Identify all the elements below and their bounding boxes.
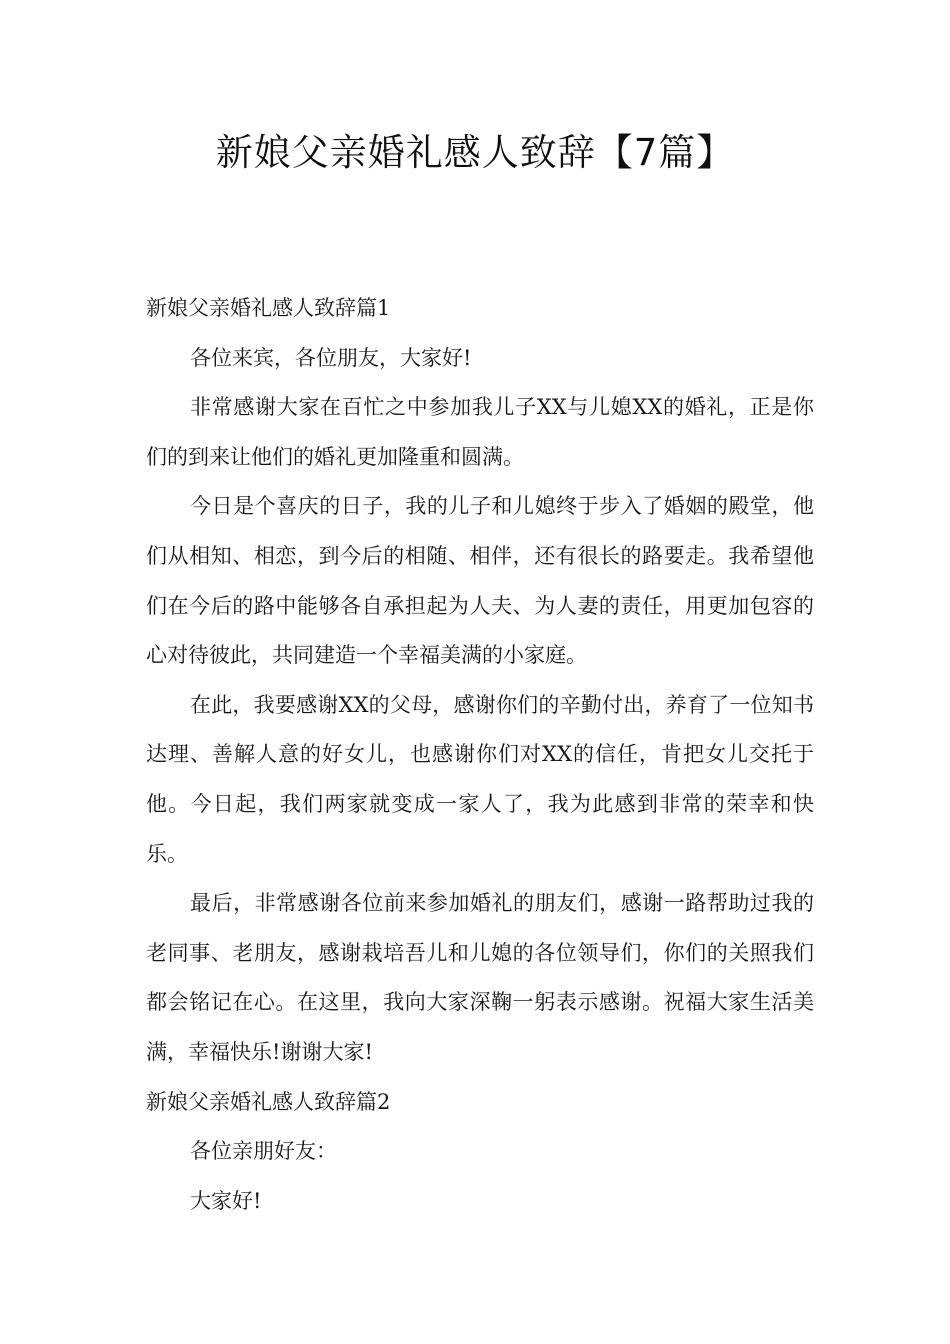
section-2 bbox=[146, 1078, 814, 1227]
paragraph: 非常感谢大家在百忙之中参加我儿子XX与儿媳XX的婚礼，正是你们的到来让他们的婚礼更加隆重和圆满。 bbox=[146, 395, 814, 469]
paragraph: 在此，我要感谢XX的父母，感谢你们的辛勤付出，养育了一位知书达理、善解人意的好女儿，也感谢你们对XX的信任，肯把女儿交托于他。今日起，我们两家就变成一家人了，我为此感到非常的荣幸和快乐。 bbox=[146, 692, 814, 866]
paragraph: 大家好! bbox=[190, 1188, 262, 1213]
section-heading: 新娘父亲婚礼感人致辞篇2 bbox=[146, 1089, 391, 1114]
paragraph: 各位亲朋好友： bbox=[190, 1139, 337, 1164]
section-heading: 新娘父亲婚礼感人致辞篇1 bbox=[146, 296, 391, 320]
section-1 bbox=[146, 284, 814, 1078]
paragraph: 今日是个喜庆的日子，我的儿子和儿媳终于步入了婚姻的殿堂，他们从相知、相恋，到今后的相随、相伴，还有很长的路要走。我希望他们在今后的路中能够各自承担起为人夫、为人妻的责任，用更加包容的心对待彼此，共同建造一个幸福美满的小家庭。 bbox=[146, 494, 814, 668]
document-body bbox=[146, 284, 814, 1226]
document-title: 新娘父亲婚礼感人致辞【7篇】 bbox=[215, 131, 735, 174]
paragraph: 各位来宾，各位朋友，大家好! bbox=[190, 345, 472, 370]
paragraph: 最后，非常感谢各位前来参加婚礼的朋友们，感谢一路帮助过我的老同事、老朋友，感谢栽培吾儿和儿媳的各位领导们，你们的关照我们都会铭记在心。在这里，我向大家深鞠一躬表示感谢。祝福大家生活美满，幸福快乐!谢谢大家! bbox=[146, 891, 814, 1064]
